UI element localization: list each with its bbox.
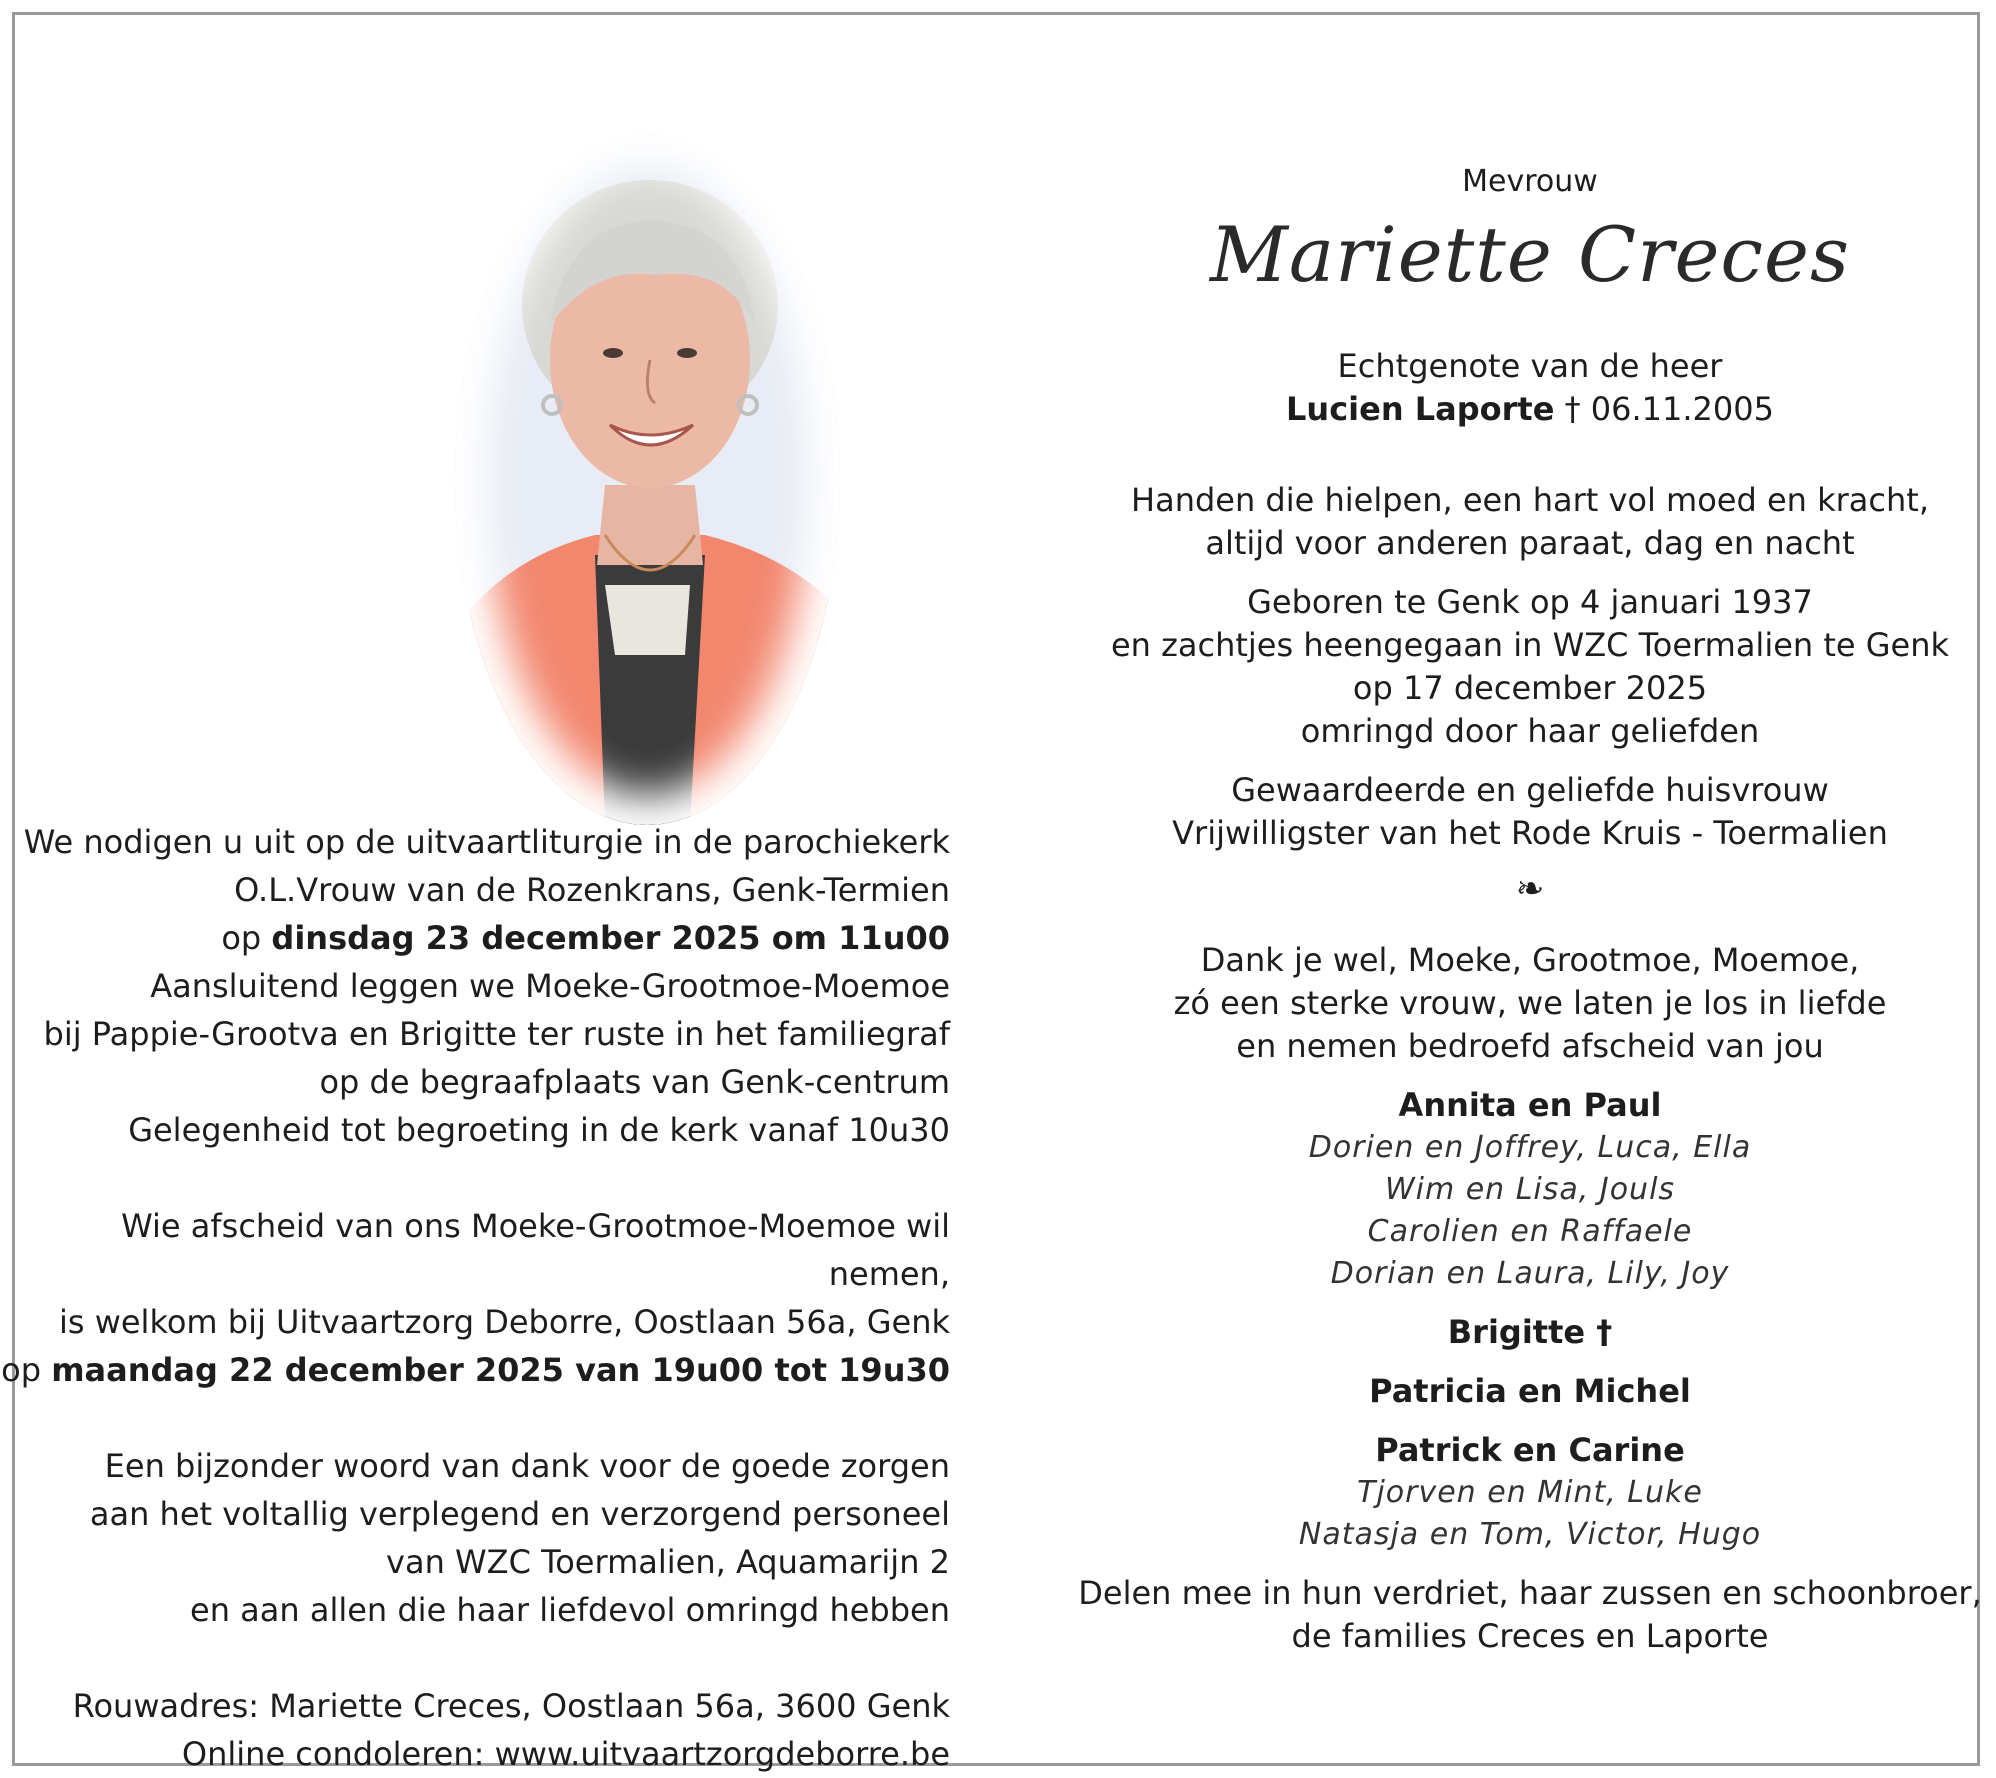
mourning-address: Rouwadres: Mariette Creces, Oostlaan 56a, 3600 Genk [72,1687,950,1725]
visit-line: op maandag 22 december 2025 van 19u00 tot 19u30 [1,1351,950,1389]
thanks-line: Een bijzonder woord van dank voor de goede zorgen [104,1447,950,1485]
invite-line: Aansluitend leggen we Moeke-Grootmoe-Moemoe [150,967,950,1005]
left-column [0,818,950,1778]
family-head: Patrick en Carine [1375,1431,1685,1469]
closing-line: Delen mee in hun verdriet, haar zussen en schoonbroer, [1078,1574,1982,1612]
farewell-line: en nemen bedroefd afscheid van jou [1236,1027,1824,1065]
family-head: Annita en Paul [1398,1086,1662,1124]
deceased-name: Mariette Creces [1210,210,1850,299]
cross-icon: † [1564,390,1581,428]
portrait-vignette [455,135,840,825]
poem-line: Handen die hielpen, een hart vol moed en kracht, [1131,481,1929,519]
right-column [1075,160,1985,1658]
farewell-line: Dank je wel, Moeke, Grootmoe, Moemoe, [1200,941,1860,979]
floral-ornament-icon: ❧ [1515,869,1545,909]
honorific: Mevrouw [1462,164,1598,199]
visit-line: is welkom bij Uitvaartzorg Deborre, Oostlaan 56a, Genk [58,1303,950,1341]
invite-line: O.L.Vrouw van de Rozenkrans, Genk-Termien [234,871,950,909]
funeral-datetime: dinsdag 23 december 2025 om 11u00 [271,919,950,957]
spouse-intro: Echtgenote van de heer [1337,347,1723,385]
visitation-datetime: maandag 22 december 2025 van 19u00 tot 19u30 [51,1351,950,1389]
invite-line: op dinsdag 23 december 2025 om 11u00 [221,919,950,957]
life-line: en zachtjes heengegaan in WZC Toermalien te Genk [1110,626,1950,664]
invite-line: Gelegenheid tot begroeting in de kerk vanaf 10u30 [128,1111,950,1149]
poem-line: altijd voor anderen paraat, dag en nacht [1205,524,1855,562]
family-head: Brigitte † [1447,1313,1613,1351]
grandchildren-line: Dorian en Laura, Lily, Joy [1330,1256,1730,1291]
thanks-line: en aan allen die haar liefdevol omringd hebben [190,1591,950,1629]
grandchildren-line: Dorien en Joffrey, Luca, Ella [1308,1130,1752,1165]
invite-line: op de begraafplaats van Genk-centrum [319,1063,950,1101]
spouse-line [1075,388,1985,431]
grandchildren-line: Wim en Lisa, Jouls [1384,1172,1676,1207]
spouse-date: 06.11.2005 [1590,390,1774,428]
thanks-line: van WZC Toermalien, Aquamarijn 2 [386,1543,950,1581]
role-line: Gewaardeerde en geliefde huisvrouw [1231,771,1829,809]
invite-line: bij Pappie-Grootva en Brigitte ter ruste in het familiegraf [43,1015,950,1053]
portrait-photo [455,135,840,825]
spouse-name: Lucien Laporte [1286,390,1555,428]
grandchildren-line: Tjorven en Mint, Luke [1357,1475,1703,1510]
life-line: omringd door haar geliefden [1300,712,1760,750]
family-head: Patricia en Michel [1369,1372,1691,1410]
life-line: op 17 december 2025 [1352,669,1708,707]
role-line: Vrijwilligster van het Rode Kruis - Toermalien [1172,814,1888,852]
invite-line: We nodigen u uit op de uitvaartliturgie in de parochiekerk [23,823,950,861]
online-condolence: Online condoleren: www.uitvaartzorgdeborre.be [181,1735,950,1773]
grandchildren-line: Natasja en Tom, Victor, Hugo [1298,1517,1762,1552]
closing-line: de families Creces en Laporte [1291,1617,1769,1655]
visit-line: Wie afscheid van ons Moeke-Grootmoe-Moemoe wil nemen, [121,1207,950,1293]
thanks-line: aan het voltallig verplegend en verzorgend personeel [89,1495,950,1533]
farewell-line: zó een sterke vrouw, we laten je los in liefde [1173,984,1887,1022]
grandchildren-line: Carolien en Raffaele [1367,1214,1693,1249]
life-line: Geboren te Genk op 4 januari 1937 [1247,583,1813,621]
